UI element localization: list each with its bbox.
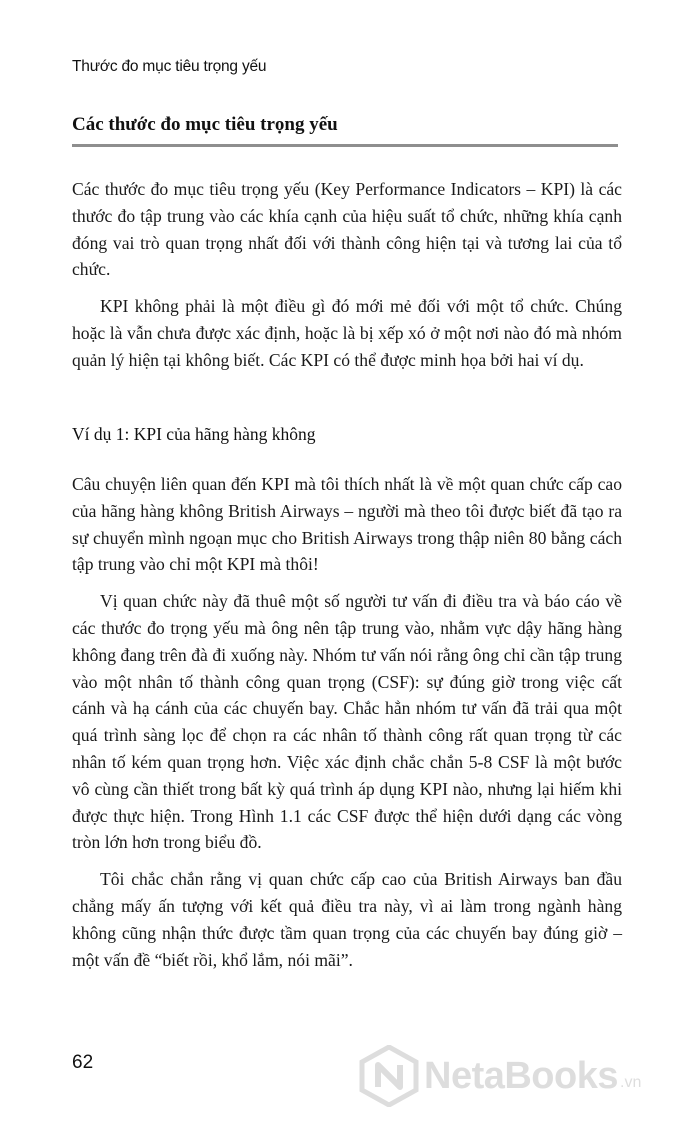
example-heading: Ví dụ 1: KPI của hãng hàng không	[72, 424, 316, 444]
intro-paragraph: Các thước đo mục tiêu trọng yếu (Key Performance Indicators – KPI) là các thước đo tập trung vào các khía cạnh của hiệu suất tổ chức, những khía cạnh đóng vai trò quan trọng nhất đối với thành công hiện tại và tương lai của tổ chức.	[72, 179, 622, 280]
watermark-text: NetaBooks	[424, 1054, 618, 1097]
section-header	[72, 114, 618, 147]
intro-text	[72, 176, 622, 374]
page-number: 62	[72, 1052, 94, 1073]
running-header: Thước đo mục tiêu trọng yếu	[72, 58, 267, 75]
section-divider	[72, 144, 618, 147]
example-paragraph: Câu chuyện liên quan đến KPI mà tôi thích nhất là về một quan chức cấp cao của hãng hàng không British Airways – người mà theo tôi được biết đã tạo ra sự chuyển mình ngoạn mục cho British Airways trong thập niên 80 bằng cách tập trung vào chỉ một KPI mà thôi!	[72, 474, 622, 575]
section-title: Các thước đo mục tiêu trọng yếu	[72, 114, 338, 135]
intro-paragraph: KPI không phải là một điều gì đó mới mẻ đối với một tổ chức. Chúng hoặc là vẫn chưa được xác định, hoặc là bị xếp xó ở một nơi nào đó mà nhóm quản lý hiện tại không biết. Các KPI có thể được minh họa bởi hai ví dụ.	[72, 296, 622, 370]
netabooks-logo-icon	[358, 1045, 420, 1107]
example-paragraph: Tôi chắc chắn rằng vị quan chức cấp cao của British Airways ban đầu chẳng mấy ấn tượng với kết quả điều tra này, vì ai làm trong ngành hàng không cũng nhận thức được tầm quan trọng của các chuyến bay đúng giờ – một vấn đề “biết rồi, khổ lắm, nói mãi”.	[72, 869, 622, 970]
example-text	[72, 471, 622, 973]
publisher-watermark	[358, 1040, 688, 1112]
example-paragraph: Vị quan chức này đã thuê một số người tư vấn đi điều tra và báo cáo về các thước đo trọng yếu mà ông nên tập trung vào, nhằm vực dậy hãng hàng không đang trên đà đi xuống này. Nhóm tư vấn nói rằng ông chỉ cần tập trung vào một nhân tố thành công quan trọng (CSF): sự đúng giờ trong việc cất cánh và hạ cánh của các chuyến bay. Chắc hẳn nhóm tư vấn đã trải qua một quá trình sàng lọc để chọn ra các nhân tố thành công rất quan trọng từ các nhân tố kém quan trọng hơn. Việc xác định chắc chắn 5-8 CSF là một bước vô cùng cần thiết trong bất kỳ quá trình áp dụng KPI nào, nhưng lại hiếm khi được thực hiện. Trong Hình 1.1 các CSF được thể hiện dưới dạng các vòng tròn lớn hơn trong biểu đồ.	[72, 591, 622, 853]
watermark-suffix: .vn	[620, 1074, 642, 1091]
